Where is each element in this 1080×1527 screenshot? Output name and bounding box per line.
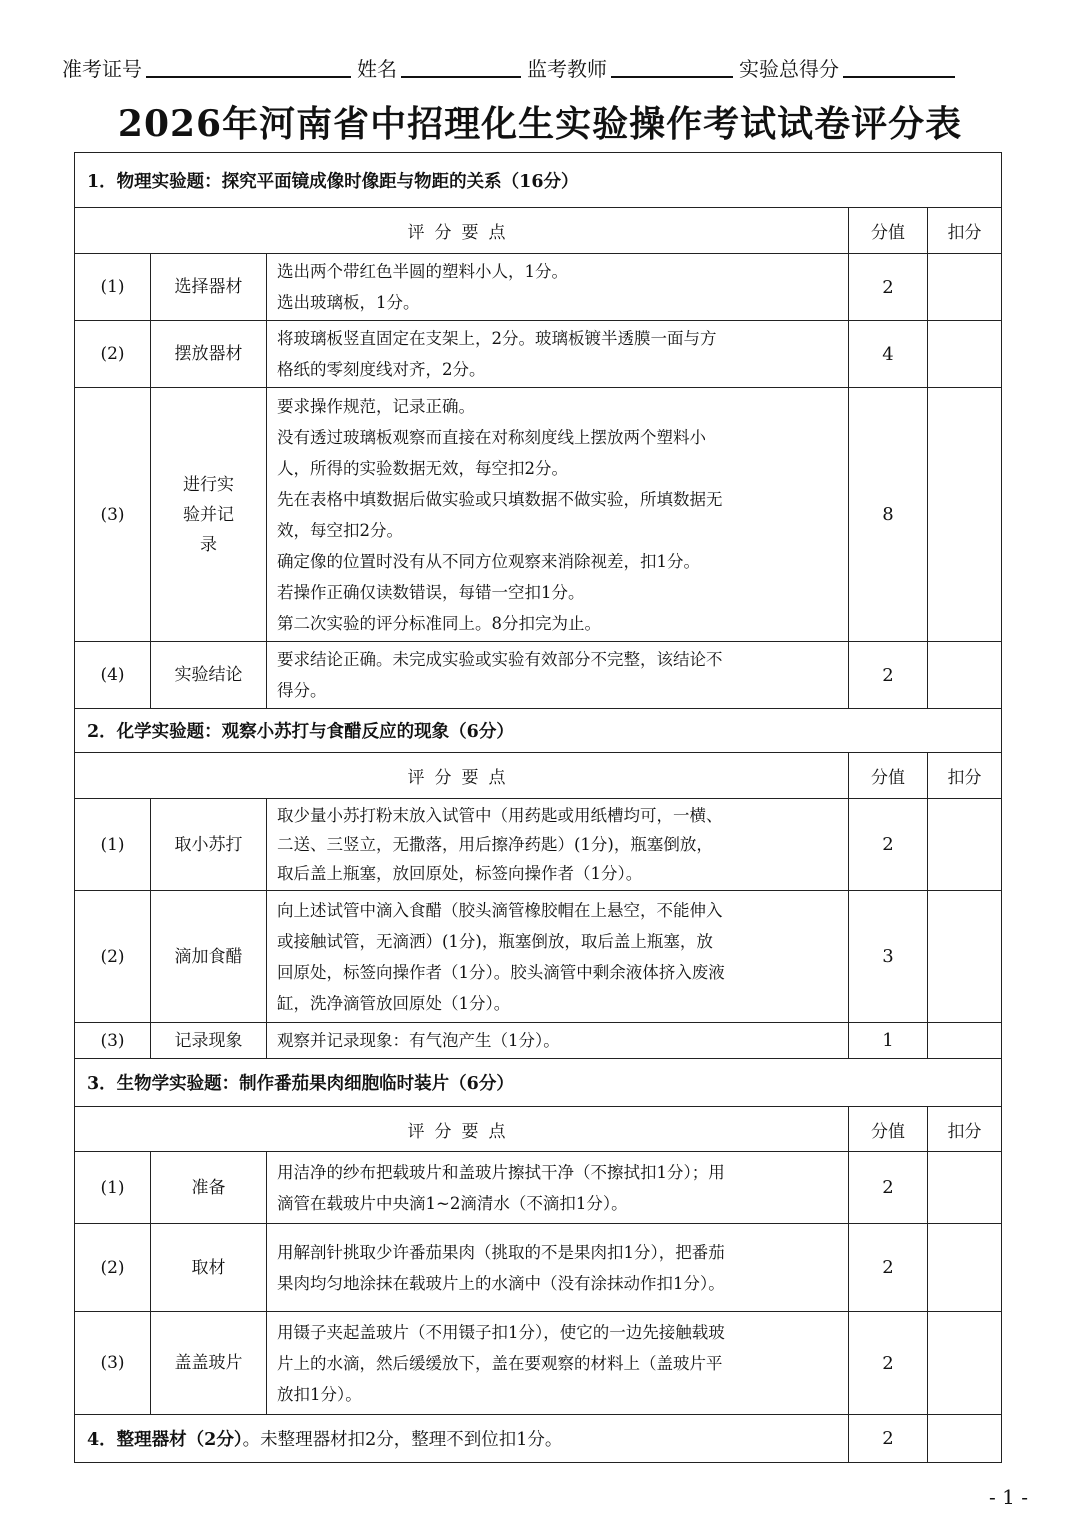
row-item: 选择器材 xyxy=(151,254,267,321)
row-number: (3) xyxy=(75,388,151,642)
deduct-header: 扣分 xyxy=(928,753,1002,799)
row-criteria xyxy=(267,1312,849,1415)
row-number: (4) xyxy=(75,642,151,709)
row-number: (3) xyxy=(75,1023,151,1059)
deduction-cell[interactable] xyxy=(928,891,1002,1023)
row-criteria xyxy=(267,891,849,1023)
criteria-line: 放扣1分）。 xyxy=(277,1384,362,1404)
table-row xyxy=(75,799,1002,891)
row-criteria xyxy=(267,321,849,388)
table-row xyxy=(75,321,1002,388)
deduct-header: 扣分 xyxy=(928,208,1002,254)
row-criteria xyxy=(267,799,849,891)
criteria-line: 片上的水滴，然后缓缓放下，盖在要观察的材料上（盖玻片平 xyxy=(277,1353,723,1373)
row-score: 3 xyxy=(849,891,928,1023)
deduction-cell[interactable] xyxy=(928,1312,1002,1415)
proctor-label: 监考教师 xyxy=(527,57,607,81)
row-score: 2 xyxy=(849,254,928,321)
row-item: 实验结论 xyxy=(151,642,267,709)
points-header: 评分要点 xyxy=(75,1107,849,1152)
name-label: 姓名 xyxy=(357,57,397,81)
criteria-line: 滴管在载玻片中央滴1~2滴清水（不滴扣1分）。 xyxy=(277,1193,628,1213)
deduction-cell[interactable] xyxy=(928,388,1002,642)
row-item: 取小苏打 xyxy=(151,799,267,891)
criteria-line: 向上述试管中滴入食醋（胶头滴管橡胶帽在上悬空，不能伸入 xyxy=(277,900,723,920)
table-row xyxy=(75,1152,1002,1224)
criteria-line: 用洁净的纱布把载玻片和盖玻片擦拭干净（不擦拭扣1分）；用 xyxy=(277,1162,725,1182)
section-title: 4．整理器材（2分） xyxy=(87,1430,243,1450)
criteria-line: 第二次实验的评分标准同上。8分扣完为止。 xyxy=(277,613,601,633)
criteria-line: 得分。 xyxy=(277,681,327,700)
row-score: 2 xyxy=(849,1415,928,1463)
criteria-line: 回原处，标签向操作者（1分）。胶头滴管中剩余液体挤入废液 xyxy=(277,962,725,982)
row-item: 盖盖玻片 xyxy=(151,1312,267,1415)
row-number: (1) xyxy=(75,799,151,891)
row-item: 记录现象 xyxy=(151,1023,267,1059)
row-score: 2 xyxy=(849,799,928,891)
row-score: 1 xyxy=(849,1023,928,1059)
criteria-line: 没有透过玻璃板观察而直接在对称刻度线上摆放两个塑料小 xyxy=(277,427,706,447)
deduction-cell[interactable] xyxy=(928,321,1002,388)
section4-row xyxy=(75,1415,1002,1463)
table-row xyxy=(75,388,1002,642)
row-criteria xyxy=(267,254,849,321)
criteria-line: 将玻璃板竖直固定在支架上，2分。玻璃板镀半透膜一面与方 xyxy=(277,329,717,348)
row-number: (1) xyxy=(75,254,151,321)
points-header: 评分要点 xyxy=(75,753,849,799)
page-title: 2026年河南省中招理化生实验操作考试试卷评分表 xyxy=(117,103,963,145)
row-number: (3) xyxy=(75,1312,151,1415)
row-score: 2 xyxy=(849,1224,928,1312)
score-header: 分值 xyxy=(849,1107,928,1152)
table-header-row xyxy=(75,1107,1002,1152)
row-score: 2 xyxy=(849,1312,928,1415)
proctor-field[interactable] xyxy=(611,48,733,78)
name-field[interactable] xyxy=(401,48,521,78)
row-number: (2) xyxy=(75,1224,151,1312)
deduction-cell[interactable] xyxy=(928,1224,1002,1312)
row-criteria xyxy=(267,642,849,709)
deduction-cell[interactable] xyxy=(928,254,1002,321)
criteria-line: 取后盖上瓶塞，放回原处，标签向操作者（1分）。 xyxy=(277,864,643,883)
criteria-line: 要求操作规范，记录正确。 xyxy=(277,396,475,416)
page-number: - 1 - xyxy=(989,1485,1028,1509)
deduction-cell[interactable] xyxy=(928,1152,1002,1224)
criteria-line: 人，所得的实验数据无效，每空扣2分。 xyxy=(277,458,568,478)
criteria-line: 果肉均匀地涂抹在载玻片上的水滴中（没有涂抹动作扣1分）。 xyxy=(277,1273,725,1293)
section-title-row xyxy=(75,153,1002,208)
criteria-line: 效，每空扣2分。 xyxy=(277,520,403,540)
exam-header-fields xyxy=(62,48,1022,82)
section-title: 3．生物学实验题：制作番茄果肉细胞临时装片（6分） xyxy=(75,1059,1002,1107)
criteria-line: 选出两个带红色半圆的塑料小人，1分。 xyxy=(277,262,568,281)
criteria-line: 观察并记录现象：有气泡产生（1分）。 xyxy=(277,1031,560,1050)
row-item: 摆放器材 xyxy=(151,321,267,388)
deduction-cell[interactable] xyxy=(928,799,1002,891)
table-header-row xyxy=(75,208,1002,254)
criteria-line: 要求结论正确。未完成实验或实验有效部分不完整，该结论不 xyxy=(277,650,723,669)
row-score: 2 xyxy=(849,1152,928,1224)
row-number: (1) xyxy=(75,1152,151,1224)
criteria-line: 用解剖针挑取少许番茄果肉（挑取的不是果肉扣1分），把番茄 xyxy=(277,1242,725,1262)
criteria-line: 缸，洗净滴管放回原处（1分）。 xyxy=(277,993,511,1013)
table-header-row xyxy=(75,753,1002,799)
row-score: 4 xyxy=(849,321,928,388)
deduction-cell[interactable] xyxy=(928,1023,1002,1059)
points-header: 评分要点 xyxy=(75,208,849,254)
exam-id-label: 准考证号 xyxy=(62,57,142,81)
deduction-cell[interactable] xyxy=(928,642,1002,709)
criteria-line: 或接触试管，无滴洒）(1分)，瓶塞倒放，取后盖上瓶塞，放 xyxy=(277,931,713,951)
criteria-line: 选出玻璃板，1分。 xyxy=(277,293,420,312)
exam-id-field[interactable] xyxy=(146,48,351,78)
table-row xyxy=(75,1224,1002,1312)
table-row xyxy=(75,642,1002,709)
criteria-line: 确定像的位置时没有从不同方位观察来消除视差，扣1分。 xyxy=(277,551,700,571)
criteria-line: 用镊子夹起盖玻片（不用镊子扣1分），使它的一边先接触载玻 xyxy=(277,1322,725,1342)
row-item: 准备 xyxy=(151,1152,267,1224)
section-title-row xyxy=(75,1059,1002,1107)
row-number: (2) xyxy=(75,891,151,1023)
row-score: 8 xyxy=(849,388,928,642)
row-score: 2 xyxy=(849,642,928,709)
section-title: 2．化学实验题：观察小苏打与食醋反应的现象（6分） xyxy=(75,709,1002,753)
section4-note: 。未整理器材扣2分，整理不到位扣1分。 xyxy=(242,1430,563,1450)
row-item: 进行实验并记录 xyxy=(151,388,267,642)
row-item: 滴加食醋 xyxy=(151,891,267,1023)
scoring-table xyxy=(74,152,1002,1463)
criteria-line: 若操作正确仅读数错误，每错一空扣1分。 xyxy=(277,582,585,602)
table-row xyxy=(75,1023,1002,1059)
criteria-line: 取少量小苏打粉末放入试管中（用药匙或用纸槽均可，一横、 xyxy=(277,806,723,825)
criteria-line: 二送、三竖立，无撒落，用后擦净药匙）(1分)，瓶塞倒放， xyxy=(277,835,713,854)
row-criteria xyxy=(267,1023,849,1059)
section-title-row xyxy=(75,709,1002,753)
deduction-cell[interactable] xyxy=(928,1415,1002,1463)
total-score-field[interactable] xyxy=(843,48,955,78)
row-item: 取材 xyxy=(151,1224,267,1312)
row-criteria xyxy=(267,1152,849,1224)
score-header: 分值 xyxy=(849,753,928,799)
total-score-label: 实验总得分 xyxy=(739,57,839,81)
deduct-header: 扣分 xyxy=(928,1107,1002,1152)
table-row xyxy=(75,254,1002,321)
row-criteria xyxy=(267,1224,849,1312)
table-row xyxy=(75,891,1002,1023)
score-header: 分值 xyxy=(849,208,928,254)
section4-text xyxy=(75,1415,849,1463)
criteria-line: 格纸的零刻度线对齐，2分。 xyxy=(277,360,486,379)
criteria-line: 先在表格中填数据后做实验或只填数据不做实验，所填数据无 xyxy=(277,489,723,509)
row-criteria xyxy=(267,388,849,642)
section-title: 1．物理实验题：探究平面镜成像时像距与物距的关系（16分） xyxy=(75,153,1002,208)
table-row xyxy=(75,1312,1002,1415)
row-number: (2) xyxy=(75,321,151,388)
